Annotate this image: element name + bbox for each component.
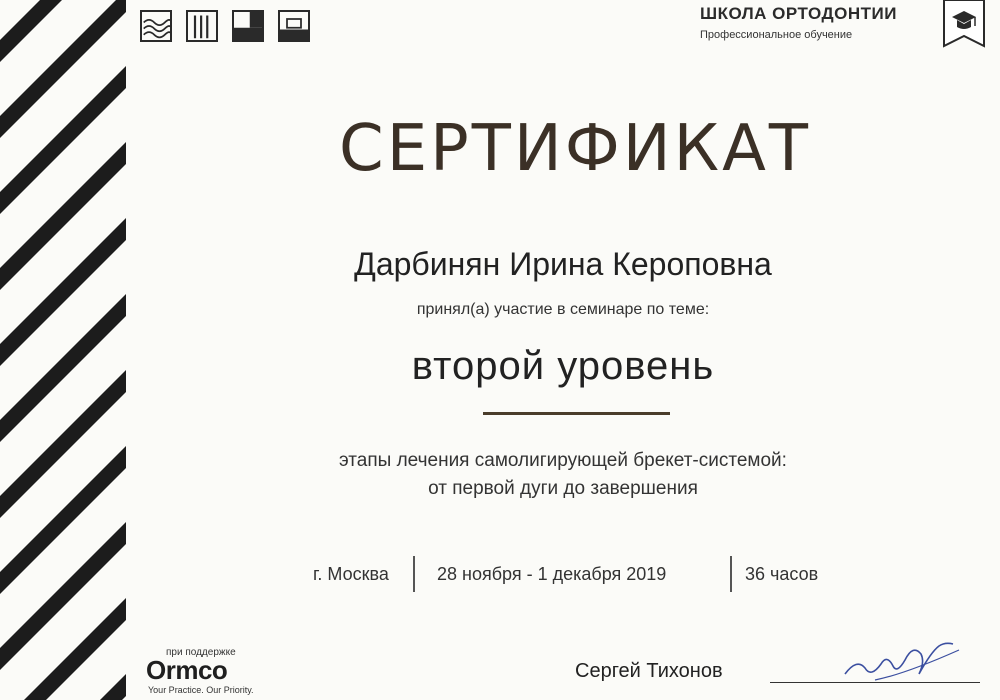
recipient-name: Дарбинян Ирина Кероповна xyxy=(354,246,772,282)
hours: 36 часов xyxy=(745,564,819,584)
handwritten-signature xyxy=(835,630,965,690)
ormco-logo: Ormco xyxy=(146,655,228,685)
details-row xyxy=(0,556,1000,592)
signer-name: Сергей Тихонов xyxy=(575,660,723,682)
school-header xyxy=(700,4,897,41)
school-subtitle: Профессиональное обучение xyxy=(700,29,853,41)
window-icon xyxy=(278,10,310,42)
sponsor-tagline: Your Practice. Our Priority. xyxy=(148,685,254,695)
city: г. Москва xyxy=(313,564,389,584)
dates: 28 ноября - 1 декабря 2019 xyxy=(437,564,667,584)
school-title: ШКОЛА ОРТОДОНТИИ xyxy=(700,4,897,23)
square-fill-icon xyxy=(232,10,264,42)
accent-divider xyxy=(483,412,670,415)
graduation-cap-icon xyxy=(942,0,986,48)
waves-icon xyxy=(140,10,172,42)
participation-text: принял(а) участие в семинаре по теме: xyxy=(416,301,710,318)
separator xyxy=(413,556,415,592)
topic-line-1: этапы лечения самолигирующей брекет-системой: xyxy=(339,450,787,471)
seminar-level: второй уровень xyxy=(411,344,715,388)
topic-line-2: от первой дуги до завершения xyxy=(428,478,698,499)
bars-icon xyxy=(186,10,218,42)
certificate-title: СЕРТИФИКАТ xyxy=(339,112,811,186)
separator xyxy=(730,556,732,592)
sponsor-support-text: при поддержке xyxy=(166,647,236,658)
top-icons xyxy=(140,10,310,42)
